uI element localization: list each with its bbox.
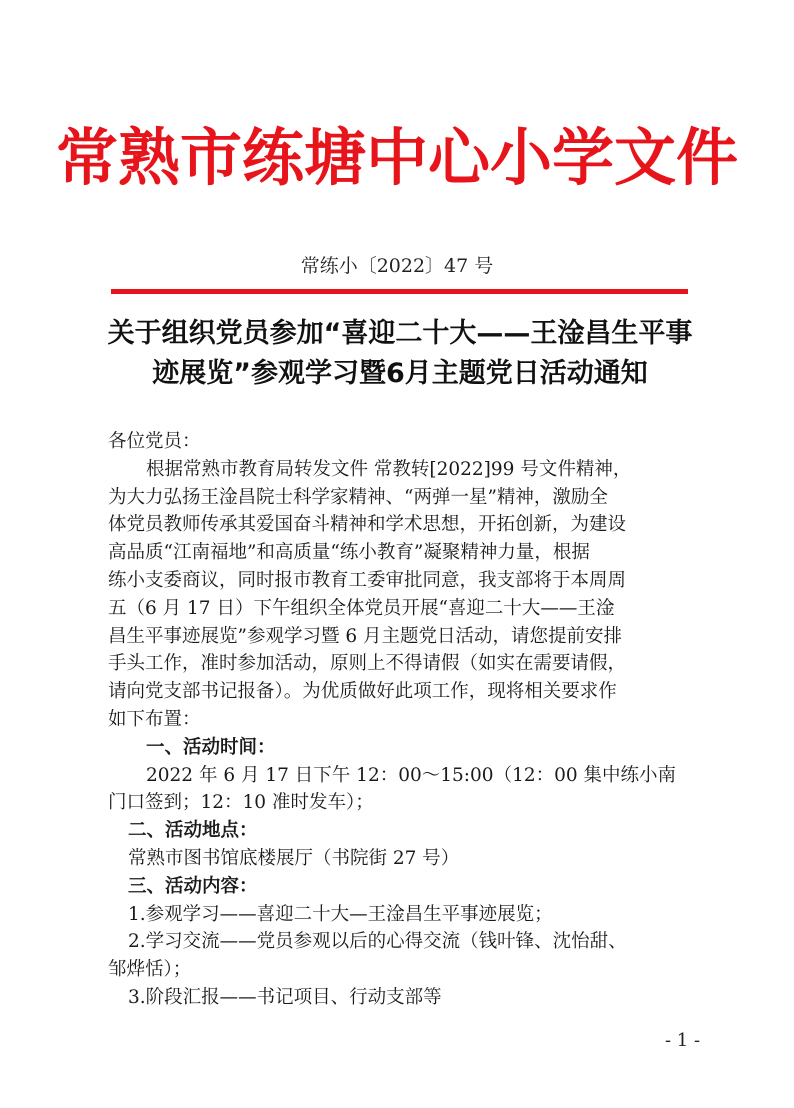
section-line: 2.学习交流——党员参观以后的心得交流（钱叶锋、沈怡甜、 [128, 931, 627, 953]
paragraph-line: 五（6 月 17 日）下午组织全体党员开展“喜迎二十大——王淦 [108, 597, 615, 619]
document-number: 常练小〔2022〕47 号 [300, 255, 494, 277]
page-number: - 1 - [665, 1030, 701, 1051]
section-line: 1.参观学习——喜迎二十大—王淦昌生平事迹展览； [128, 903, 553, 925]
notice-body [108, 428, 698, 1012]
notice-title-line-2: 迹展览”参观学习暨6月主题党日活动通知 [152, 358, 648, 389]
paragraph-line: 练小支委商议，同时报市教育工委审批同意，我支部将于本周周 [108, 569, 627, 591]
paragraph-line: 为大力弘扬王淦昌院士科学家精神、“两弹一星”精神，激励全 [108, 486, 608, 508]
section-heading-content: 三、活动内容： [128, 875, 258, 897]
paragraph-line: 如下布置： [108, 708, 201, 730]
section-heading-location: 二、活动地点： [128, 820, 258, 842]
notice-title [100, 314, 700, 394]
paragraph-line: 高品质“江南福地”和高质量“练小教育”凝聚精神力量，根据 [108, 542, 590, 564]
section-line: 3.阶段汇报——书记项目、行动支部等 [128, 986, 442, 1008]
paragraph-line: 请向党支部书记报备）。为优质做好此项工作，现将相关要求作 [108, 681, 617, 703]
section-heading-time: 一、活动时间： [146, 736, 276, 758]
document-header-title: 常熟市练塘中心小学文件 [55, 121, 738, 194]
red-divider-line [111, 289, 688, 294]
paragraph-line: 体党员教师传承其爱国奋斗精神和学术思想，开拓创新，为建设 [108, 514, 627, 536]
section-line: 邹烨恬）； [108, 959, 192, 981]
section-line: 2022 年 6 月 17 日下午 12：00～15:00（12：00 集中练小南 [146, 764, 677, 786]
paragraph-line: 根据常熟市教育局转发文件 常教转[2022]99 号文件精神， [146, 458, 632, 480]
salutation: 各位党员： [108, 431, 201, 452]
section-line: 门口签到；12：10 准时发车）； [108, 792, 374, 814]
notice-title-line-1: 关于组织党员参加“喜迎二十大——王淦昌生平事 [107, 318, 693, 349]
paragraph-line: 昌生平事迹展览”参观学习暨 6 月主题党日活动，请您提前安排 [108, 625, 622, 647]
section-line: 常熟市图书馆底楼展厅（书院街 27 号） [128, 847, 460, 869]
paragraph-line: 手头工作，准时参加活动，原则上不得请假（如实在需要请假， [108, 653, 627, 675]
